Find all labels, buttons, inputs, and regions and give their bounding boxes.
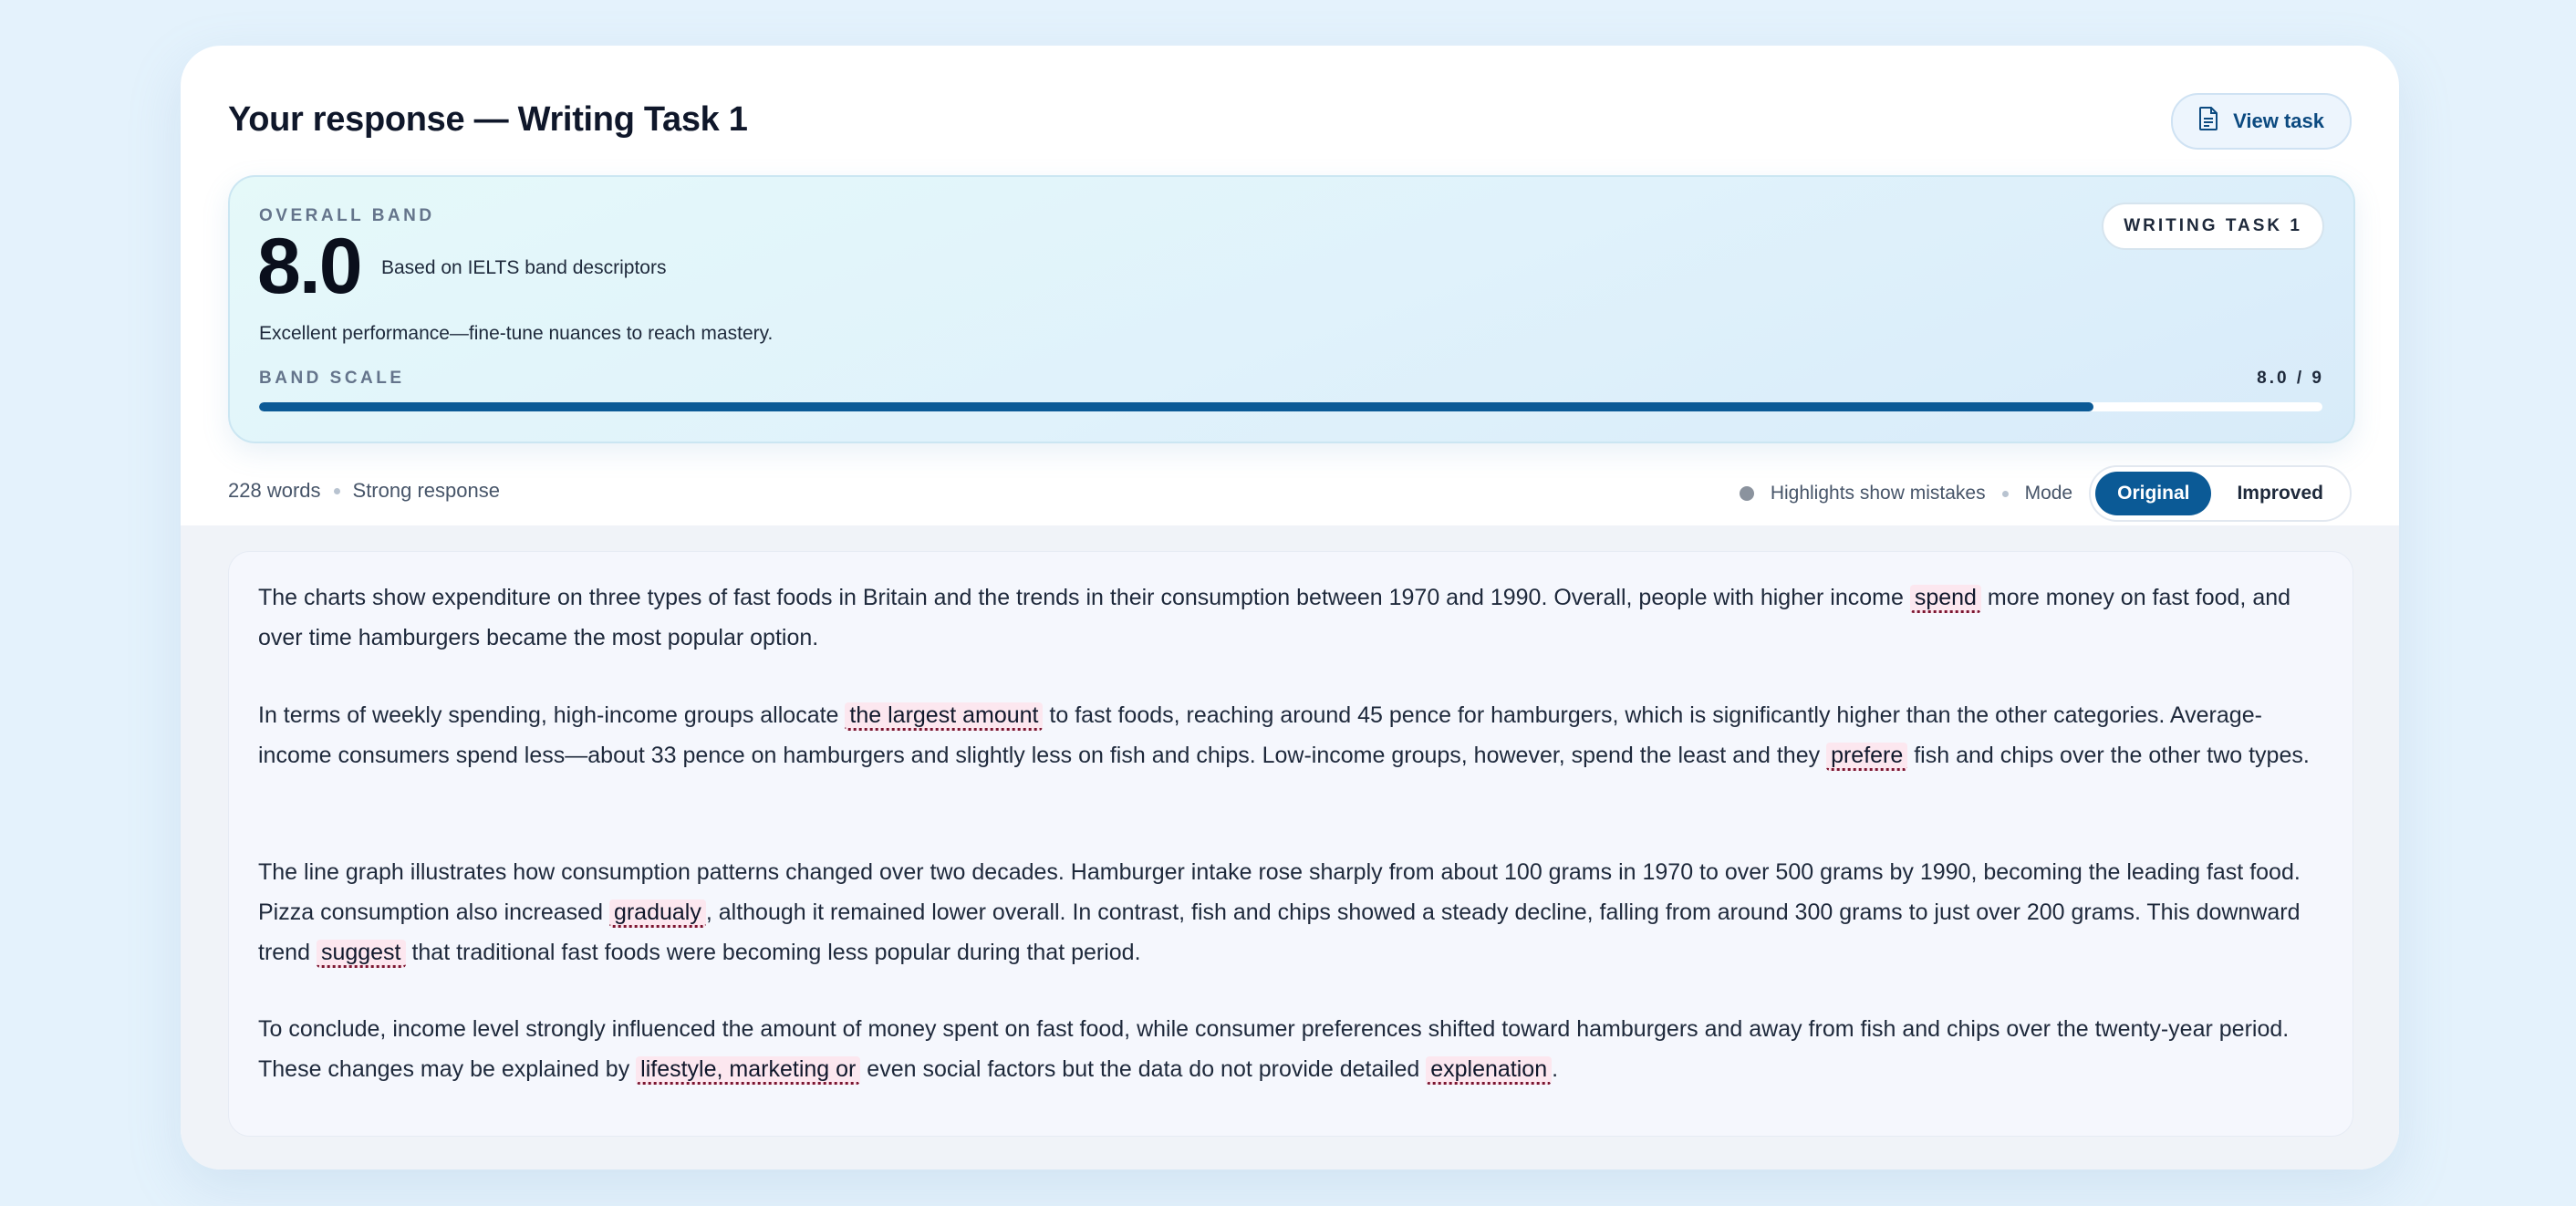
view-task-button[interactable] — [2171, 93, 2352, 150]
essay-text: In terms of weekly spending, high-income groups allocate — [258, 702, 846, 728]
essay-text: To conclude, income level strongly influenced the amount of money spent on fast food, while consumer preferences shifted toward hamburgers and away from fish and chips over the twenty-year period. These changes may be explained by — [258, 1016, 2290, 1082]
band-scale-value: 8.0 / 9 — [2257, 369, 2324, 388]
essay-text: . — [1552, 1056, 1559, 1082]
band-progress-bar — [259, 402, 2322, 411]
highlight-legend-text: Highlights show mistakes — [1770, 483, 1986, 504]
essay-text: more money on fast food, and over time hamburgers became the most popular option. — [258, 585, 2291, 650]
task-badge: WRITING TASK 1 — [2102, 203, 2324, 250]
response-quality: Strong response — [352, 479, 500, 502]
separator-dot — [334, 488, 340, 494]
document-icon — [2198, 107, 2218, 136]
essay-text: The line graph illustrates how consumption patterns changed over two decades. Hamburger intake rose sharply from about 100 grams in 1970 to over 500 grams by 1990, becoming the leading fast food. Pizza consumption also increased — [258, 859, 2301, 925]
highlighted-mistake[interactable]: gradualy — [609, 899, 706, 928]
view-task-label: View task — [2233, 109, 2324, 132]
essay-text: to fast foods, reaching around 45 pence for hamburgers, which is significantly higher than the other categories. Average-income consumers spend less—about 33 pence on hamburgers and slightly less on fish and chips. Low-income groups, however, spend the least and they — [258, 702, 2262, 768]
highlighted-mistake[interactable]: the largest amount — [845, 702, 1043, 731]
mode-original-button[interactable]: Original — [2095, 472, 2211, 515]
essay-paragraph — [258, 1009, 2323, 1089]
essay-text: even social factors but the data do not provide detailed — [860, 1056, 1427, 1082]
highlight-legend-icon — [1740, 486, 1754, 501]
mode-toggle — [2089, 465, 2352, 522]
word-count: 228 words — [228, 479, 321, 502]
highlighted-mistake[interactable]: spend — [1910, 585, 1981, 613]
highlighted-mistake[interactable]: suggest — [317, 940, 406, 968]
overall-band-label: OVERALL BAND — [259, 206, 435, 225]
response-card — [181, 46, 2399, 1170]
response-meta — [228, 479, 500, 503]
band-panel — [228, 175, 2355, 443]
band-scale-label: BAND SCALE — [259, 369, 405, 388]
highlighted-mistake[interactable]: prefere — [1826, 743, 1907, 771]
page-title: Your response — Writing Task 1 — [228, 100, 748, 139]
band-progress-fill — [259, 402, 2093, 411]
essay-text: fish and chips over the other two types. — [1907, 743, 2310, 768]
essay-paragraph — [258, 695, 2323, 775]
essay-paragraph — [258, 577, 2323, 658]
essay-text: The charts show expenditure on three types of fast foods in Britain and the trends in their consumption between 1970 and 1990. Overall, people with higher income — [258, 585, 1910, 610]
separator-dot — [2002, 491, 2009, 497]
essay-text: that traditional fast foods were becoming less popular during that period. — [405, 940, 1141, 965]
essay-paragraph — [258, 852, 2323, 972]
highlighted-mistake[interactable]: explenation — [1426, 1056, 1552, 1085]
essay-panel — [228, 551, 2353, 1137]
highlighted-mistake[interactable]: lifestyle, marketing or — [636, 1056, 860, 1085]
band-score-subtitle: Based on IELTS band descriptors — [381, 257, 667, 278]
band-score: 8.0 — [257, 223, 361, 310]
mode-controls — [1740, 465, 2352, 522]
mode-label: Mode — [2024, 483, 2073, 504]
essay-text: , although it remained lower overall. In contrast, fish and chips showed a steady decline, falling from around 300 grams to just over 200 grams. This downward trend — [258, 899, 2301, 965]
band-feedback: Excellent performance—fine-tune nuances to reach mastery. — [259, 323, 774, 344]
mode-improved-button[interactable]: Improved — [2237, 483, 2323, 504]
